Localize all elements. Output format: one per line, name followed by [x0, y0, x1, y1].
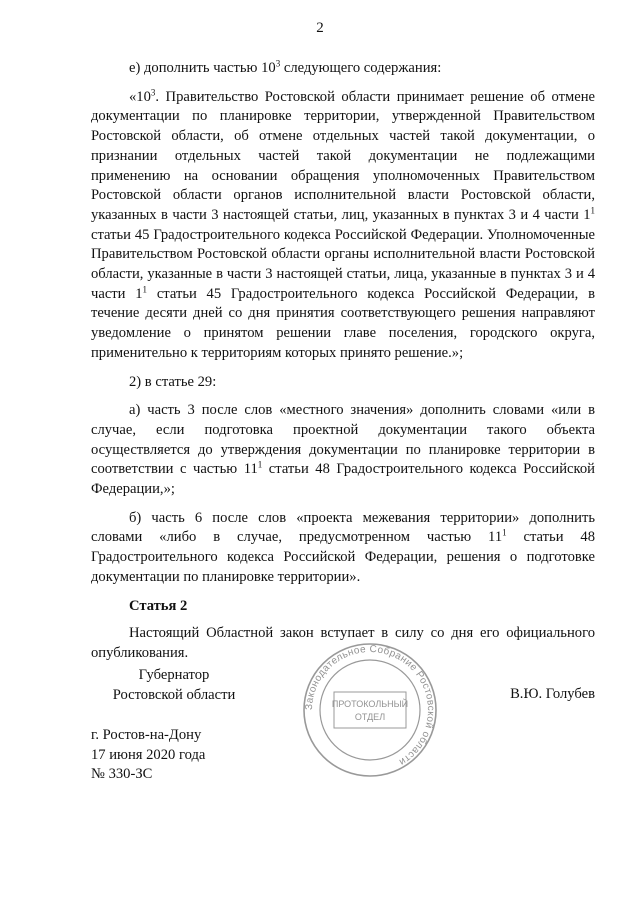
date: 17 июня 2020 года — [91, 746, 206, 763]
article-2-heading: Статья 2 — [129, 597, 188, 614]
page-number: 2 — [316, 20, 324, 36]
place-date-number — [91, 726, 205, 785]
seal-ring-text: Законодательное Собрание Ростовской области — [303, 643, 437, 768]
seal-stamp-line2: ОТДЕЛ — [354, 712, 386, 722]
signer-name: В.Ю. Голубев — [510, 686, 595, 702]
city: г. Ростов-на-Дону — [91, 727, 202, 743]
seal-inner-ring — [320, 660, 420, 760]
official-seal — [300, 640, 440, 780]
document-body — [91, 59, 595, 664]
signer-title: Губернатор Ростовской области — [112, 667, 236, 703]
paragraph-a: а) часть 3 после слов «местного значения» дополнить словами «или в случае, если подготовка проектной документации такого объекта осуществляется до утверждения документации по планировке территории в соответствии с частью $11^1$ статьи 48 Градостроительного кодекса Российской Федерации,»; — [91, 402, 595, 498]
paragraph-item-2: 2) в статье 29: — [129, 373, 217, 390]
article-2-text: Настоящий Областной закон вступает в силу со дня его официального опубликования. — [91, 625, 595, 661]
paragraph-b: б) часть 6 после слов «проекта межевания территории» дополнить словами «либо в случае, предусмотренном частью $11^1$ статьи 48 Градостроительного кодекса Российской Федерации, решения о подготовке документации по планировке территории». — [91, 509, 595, 585]
seal-stamp-line1: ПРОТОКОЛЬНЫЙ — [331, 699, 409, 709]
paragraph-e-intro: е) дополнить частью $10^3$ следующего содержания: — [129, 58, 442, 76]
paragraph-quote-10-3: «$10^3$. Правительство Ростовской области принимает решение об отмене документации по планировке территории, утвержденной Правительством Ростовской области, об отмене отдельных частей такой документации, о признании отдельных частей такой документации не подлежащими применению на основании обращения уполномоченных Правительством Ростовской области органов исполнительной власти Ростовской области, указанных в части 3 настоящей статьи, лиц, указанных в пунктах 3 и 4 части $1^1$ статьи 45 Градостроительного кодекса Российской Федерации. Уполномоченные Правительством Ростовской области органы исполнительной власти Ростовской области, указанные в части 3 настоящей статьи, лица, указанные в пунктах 3 и 4 части $1^1$ статьи 45 Градостроительного кодекса Российской Федерации, в течение десяти дней со дня принятия соответствующего решения направляют уведомление о принятом решении главе поселения, городского округа, применительно к территориям которых принято решение.»; — [91, 87, 595, 361]
seal-stamp-box — [331, 692, 409, 728]
law-number: № 330-ЗС — [91, 766, 153, 783]
